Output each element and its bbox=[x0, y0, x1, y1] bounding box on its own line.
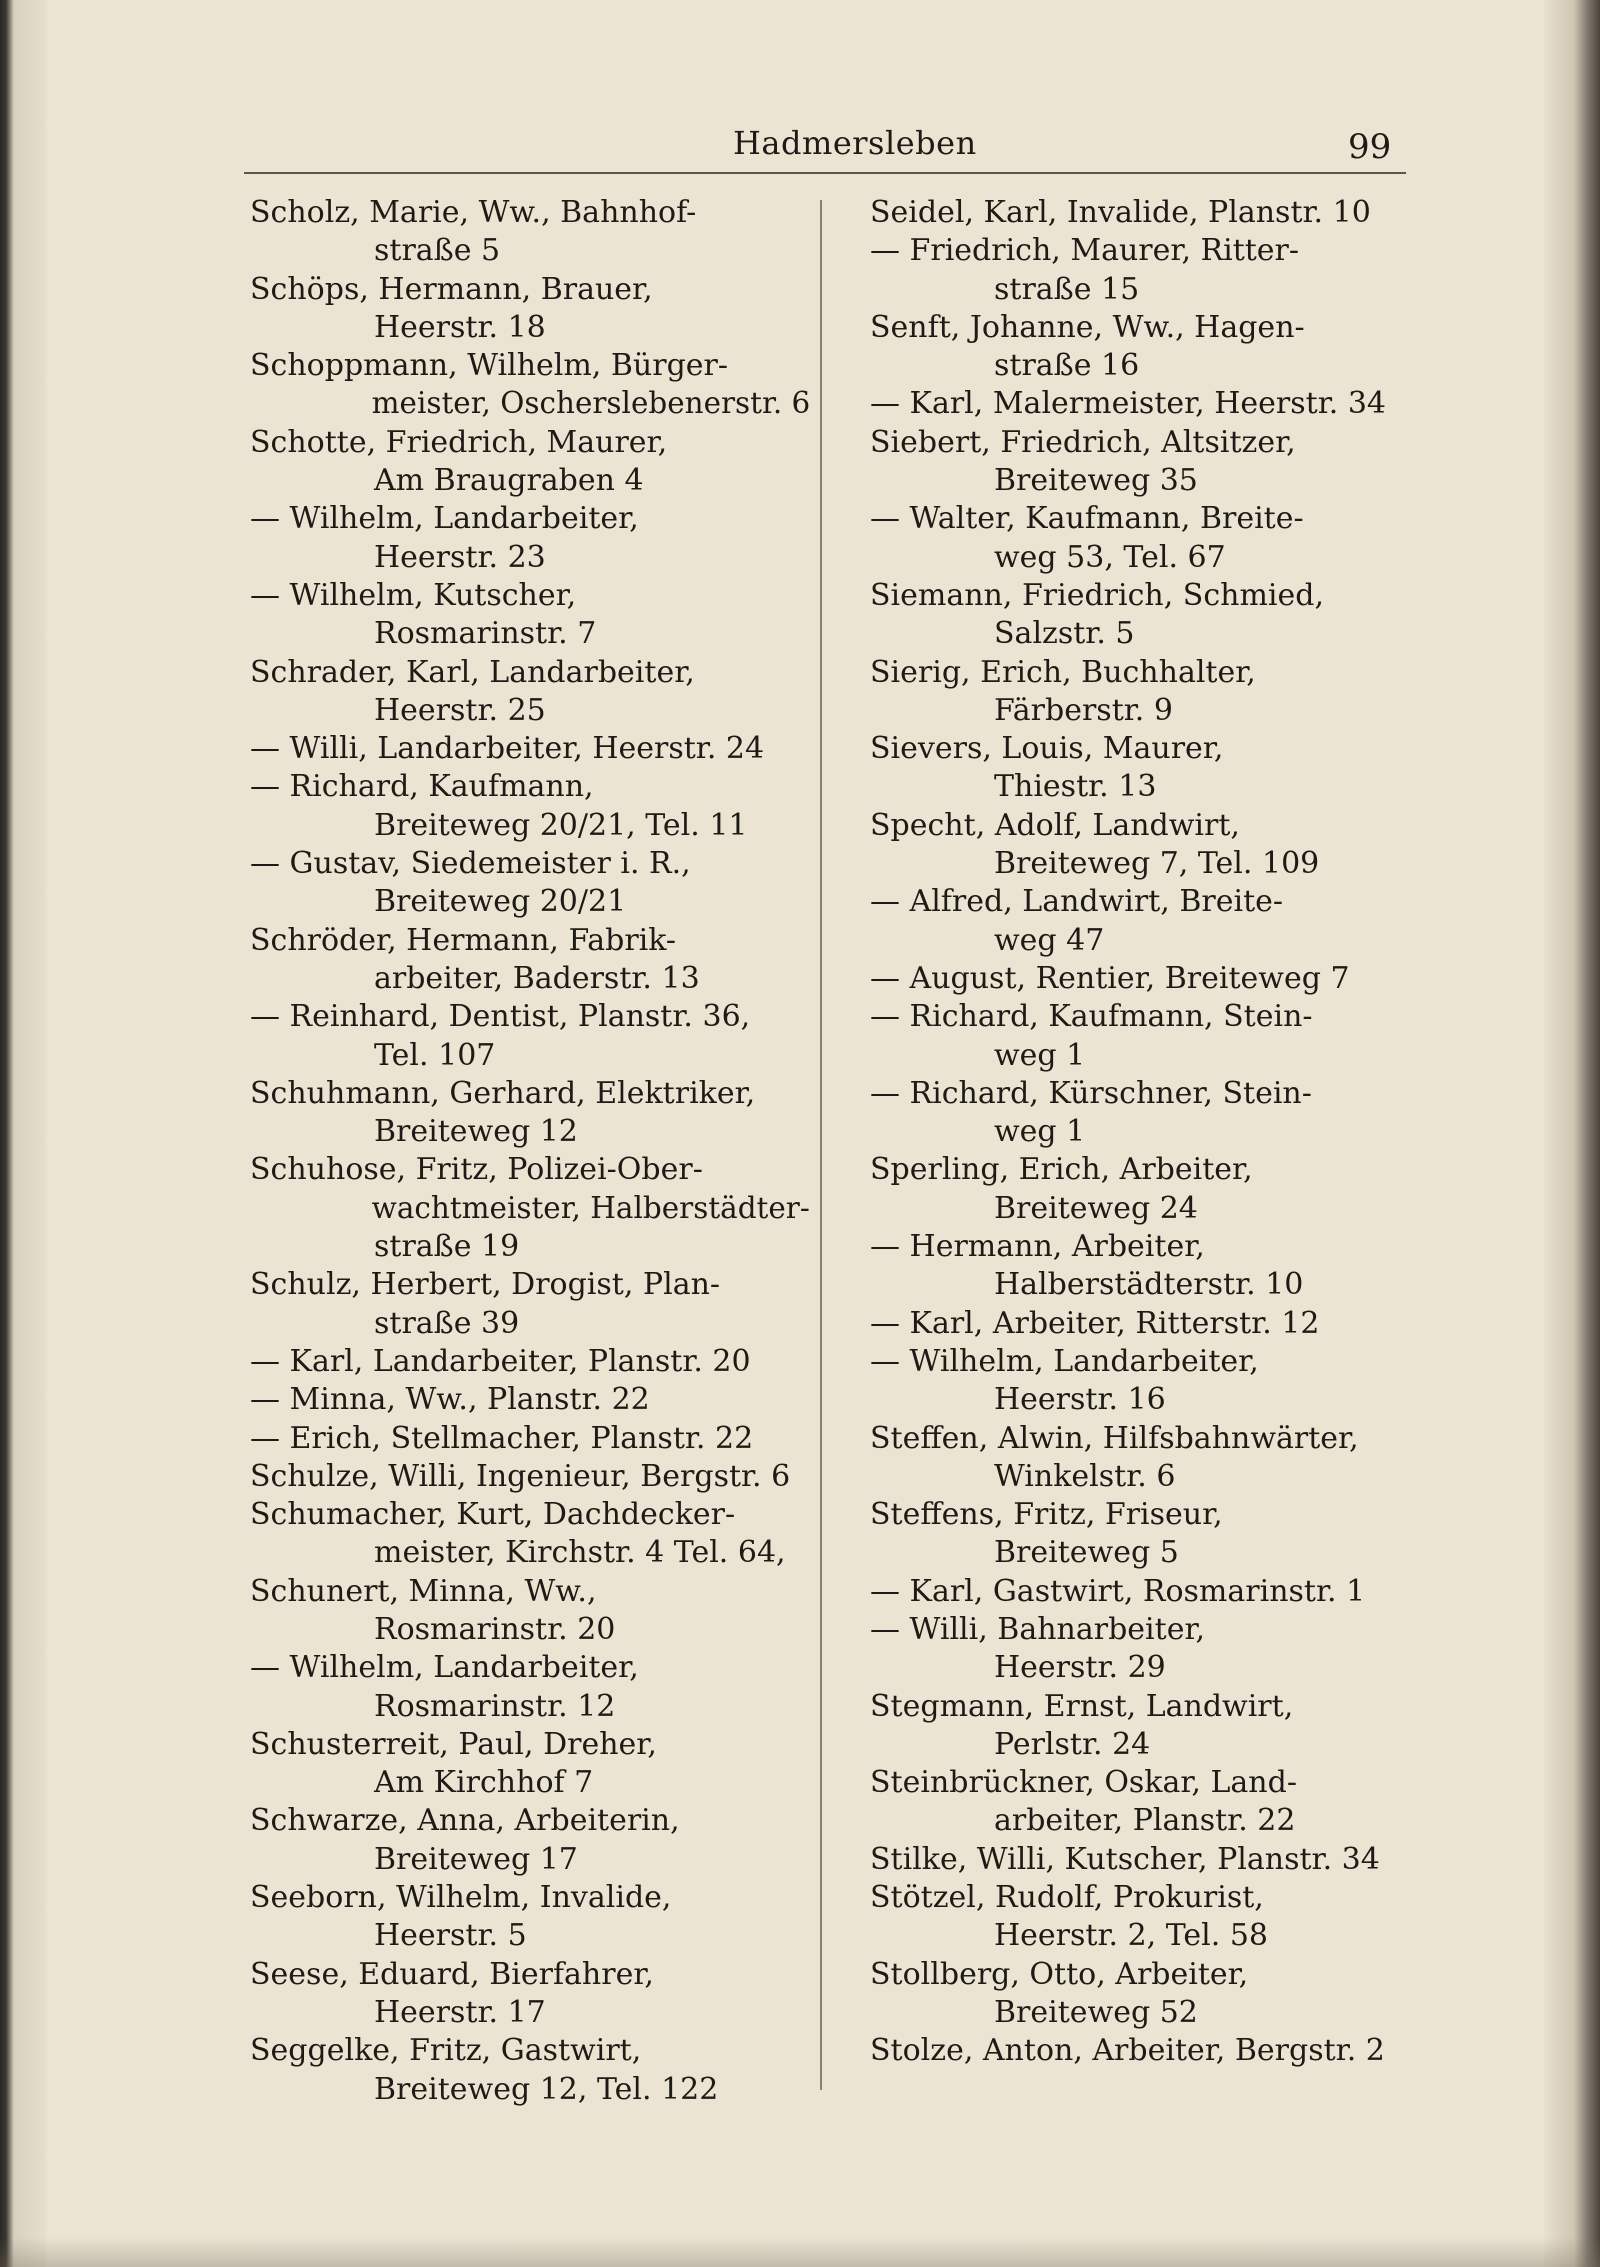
directory-entry: Seese, Eduard, Bierfahrer, bbox=[250, 1956, 654, 1992]
directory-entry: — Richard, Kaufmann, Stein- bbox=[870, 999, 1313, 1035]
directory-entry-continuation: Breiteweg 17 bbox=[374, 1841, 578, 1877]
directory-entry: Senft, Johanne, Ww., Hagen- bbox=[870, 309, 1305, 345]
directory-entry: — Karl, Gastwirt, Rosmarinstr. 1 bbox=[870, 1573, 1366, 1609]
directory-column-left bbox=[250, 194, 810, 2109]
directory-entry-continuation: Heerstr. 5 bbox=[374, 1918, 527, 1954]
directory-entry: Schunert, Minna, Ww., bbox=[250, 1573, 597, 1609]
directory-entry-continuation: weg 47 bbox=[994, 922, 1105, 958]
directory-entry-continuation: Heerstr. 25 bbox=[374, 692, 546, 728]
directory-entry: — Wilhelm, Kutscher, bbox=[250, 577, 577, 613]
directory-entry-continuation: Salzstr. 5 bbox=[994, 616, 1135, 652]
directory-entry: Stegmann, Ernst, Landwirt, bbox=[870, 1688, 1294, 1724]
directory-entry: Scholz, Marie, Ww., Bahnhof- bbox=[250, 195, 697, 230]
directory-entry: Stilke, Willi, Kutscher, Planstr. 34 bbox=[870, 1841, 1380, 1877]
directory-entry: Steffen, Alwin, Hilfsbahnwärter, bbox=[870, 1420, 1359, 1456]
directory-entry-continuation: wachtmeister, Halberstädter- bbox=[371, 1190, 810, 1226]
directory-entry: Specht, Adolf, Landwirt, bbox=[870, 807, 1240, 843]
directory-entry: — Willi, Bahnarbeiter, bbox=[870, 1611, 1206, 1647]
directory-entry-continuation: meister, Kirchstr. 4 Tel. 64, bbox=[374, 1535, 786, 1571]
directory-entry-continuation: Rosmarinstr. 12 bbox=[374, 1688, 616, 1724]
directory-entry: — Karl, Arbeiter, Ritterstr. 12 bbox=[870, 1305, 1320, 1341]
directory-entry: — Reinhard, Dentist, Planstr. 36, bbox=[250, 999, 751, 1035]
directory-entry-continuation: Heerstr. 2, Tel. 58 bbox=[994, 1918, 1269, 1954]
directory-entry-continuation: weg 1 bbox=[994, 1114, 1086, 1150]
directory-entry: Schoppmann, Wilhelm, Bürger- bbox=[250, 348, 729, 384]
directory-entry: — Walter, Kaufmann, Breite- bbox=[870, 501, 1304, 537]
directory-entry-continuation: Breiteweg 52 bbox=[994, 1994, 1198, 2030]
directory-entry-continuation: Breiteweg 20/21 bbox=[374, 884, 627, 920]
directory-entry-continuation: Breiteweg 12, Tel. 122 bbox=[374, 2071, 719, 2107]
directory-entry: — Alfred, Landwirt, Breite- bbox=[870, 884, 1284, 920]
header-rule bbox=[244, 172, 1406, 174]
directory-entry: Seggelke, Fritz, Gastwirt, bbox=[250, 2033, 642, 2069]
directory-entry: Schusterreit, Paul, Dreher, bbox=[250, 1726, 657, 1762]
directory-entry-continuation: Breiteweg 35 bbox=[994, 463, 1198, 499]
directory-entry-continuation: Thiestr. 13 bbox=[994, 769, 1157, 805]
directory-entry: Stolze, Anton, Arbeiter, Bergstr. 2 bbox=[870, 2033, 1385, 2069]
directory-entry: — Friedrich, Maurer, Ritter- bbox=[870, 233, 1300, 269]
directory-entry-continuation: weg 1 bbox=[994, 1037, 1086, 1073]
directory-entry-continuation: Tel. 107 bbox=[374, 1037, 496, 1073]
directory-entry: Schröder, Hermann, Fabrik- bbox=[250, 922, 677, 958]
directory-entry: — Richard, Kaufmann, bbox=[250, 769, 594, 805]
directory-entry-continuation: Heerstr. 23 bbox=[374, 539, 546, 575]
page-number: 99 bbox=[1348, 127, 1392, 167]
directory-entry: Sierig, Erich, Buchhalter, bbox=[870, 654, 1256, 690]
directory-entry-continuation: Winkelstr. 6 bbox=[994, 1458, 1176, 1494]
directory-entry: — Wilhelm, Landarbeiter, bbox=[250, 501, 639, 537]
directory-entry: Stollberg, Otto, Arbeiter, bbox=[870, 1956, 1249, 1992]
directory-entry: Schuhmann, Gerhard, Elektriker, bbox=[250, 1075, 756, 1111]
directory-entry: — Karl, Landarbeiter, Planstr. 20 bbox=[250, 1343, 751, 1379]
directory-entry: Seidel, Karl, Invalide, Planstr. 10 bbox=[870, 195, 1371, 230]
directory-entry: Schulz, Herbert, Drogist, Plan- bbox=[250, 1267, 721, 1303]
directory-entry-continuation: Am Kirchhof 7 bbox=[374, 1765, 594, 1801]
directory-entry: — Wilhelm, Landarbeiter, bbox=[870, 1343, 1259, 1379]
directory-entry-continuation: Rosmarinstr. 20 bbox=[374, 1611, 616, 1647]
directory-entry: Siebert, Friedrich, Altsitzer, bbox=[870, 424, 1296, 460]
directory-entry-continuation: arbeiter, Baderstr. 13 bbox=[374, 960, 700, 996]
directory-entry: — Gustav, Siedemeister i. R., bbox=[250, 846, 691, 882]
directory-entry: — Hermann, Arbeiter, bbox=[870, 1229, 1205, 1265]
directory-entry: Sperling, Erich, Arbeiter, bbox=[870, 1152, 1253, 1188]
directory-entry: Sievers, Louis, Maurer, bbox=[870, 731, 1224, 767]
running-head: Hadmersleben bbox=[733, 124, 977, 162]
book-spine-shadow bbox=[0, 0, 46, 2267]
directory-entry: — Wilhelm, Landarbeiter, bbox=[250, 1650, 639, 1686]
directory-entry: Schulze, Willi, Ingenieur, Bergstr. 6 bbox=[250, 1458, 791, 1494]
directory-entry: Stötzel, Rudolf, Prokurist, bbox=[870, 1880, 1264, 1916]
directory-entry-continuation: Perlstr. 24 bbox=[994, 1726, 1151, 1762]
directory-entry: Schuhose, Fritz, Polizei-Ober- bbox=[250, 1152, 703, 1188]
directory-entry: Schumacher, Kurt, Dachdecker- bbox=[250, 1497, 736, 1533]
directory-entry: Seeborn, Wilhelm, Invalide, bbox=[250, 1880, 672, 1916]
directory-entry-continuation: straße 5 bbox=[374, 233, 501, 269]
directory-entry-continuation: straße 39 bbox=[374, 1305, 520, 1341]
directory-entry-continuation: Breiteweg 7, Tel. 109 bbox=[994, 846, 1320, 882]
directory-entry-continuation: Halberstädterstr. 10 bbox=[994, 1267, 1304, 1303]
directory-entry-continuation: Breiteweg 20/21, Tel. 11 bbox=[374, 807, 748, 843]
directory-entry-continuation: Heerstr. 16 bbox=[994, 1382, 1166, 1418]
directory-entry-continuation: Breiteweg 5 bbox=[994, 1535, 1179, 1571]
directory-entry: Steffens, Fritz, Friseur, bbox=[870, 1497, 1223, 1533]
directory-entry: — Richard, Kürschner, Stein- bbox=[870, 1075, 1312, 1111]
directory-column-right bbox=[870, 194, 1430, 2071]
directory-entry-continuation: straße 19 bbox=[374, 1229, 520, 1265]
directory-entry: — Erich, Stellmacher, Planstr. 22 bbox=[250, 1420, 754, 1456]
directory-entry: — Willi, Landarbeiter, Heerstr. 24 bbox=[250, 731, 765, 767]
page-edge-shadow bbox=[1544, 0, 1600, 2267]
directory-entry: — August, Rentier, Breiteweg 7 bbox=[870, 960, 1350, 996]
directory-entry-continuation: Heerstr. 17 bbox=[374, 1994, 546, 2030]
page-bottom-shadow bbox=[0, 2237, 1600, 2267]
directory-entry-continuation: weg 53, Tel. 67 bbox=[994, 539, 1226, 575]
directory-entry-continuation: arbeiter, Planstr. 22 bbox=[994, 1803, 1296, 1839]
directory-entry-continuation: meister, Oscherslebenerstr. 6 bbox=[371, 386, 811, 422]
directory-entry: Steinbrückner, Oskar, Land- bbox=[870, 1765, 1297, 1801]
directory-entry: Schöps, Hermann, Brauer, bbox=[250, 271, 653, 307]
directory-entry-continuation: straße 16 bbox=[994, 348, 1140, 384]
directory-entry-continuation: Färberstr. 9 bbox=[994, 692, 1173, 728]
directory-entry: — Minna, Ww., Planstr. 22 bbox=[250, 1382, 650, 1418]
directory-entry: — Karl, Malermeister, Heerstr. 34 bbox=[870, 386, 1387, 422]
directory-entry: Schotte, Friedrich, Maurer, bbox=[250, 424, 668, 460]
directory-entry-continuation: straße 15 bbox=[994, 271, 1140, 307]
directory-entry-continuation: Heerstr. 18 bbox=[374, 309, 546, 345]
directory-entry-continuation: Am Braugraben 4 bbox=[374, 463, 644, 499]
directory-entry: Schwarze, Anna, Arbeiterin, bbox=[250, 1803, 680, 1839]
directory-entry: Siemann, Friedrich, Schmied, bbox=[870, 577, 1324, 613]
directory-entry-continuation: Rosmarinstr. 7 bbox=[374, 616, 597, 652]
directory-entry-continuation: Breiteweg 24 bbox=[994, 1190, 1198, 1226]
column-divider bbox=[820, 200, 822, 2090]
directory-entry: Schrader, Karl, Landarbeiter, bbox=[250, 654, 695, 690]
directory-entry-continuation: Breiteweg 12 bbox=[374, 1114, 578, 1150]
directory-entry-continuation: Heerstr. 29 bbox=[994, 1650, 1166, 1686]
